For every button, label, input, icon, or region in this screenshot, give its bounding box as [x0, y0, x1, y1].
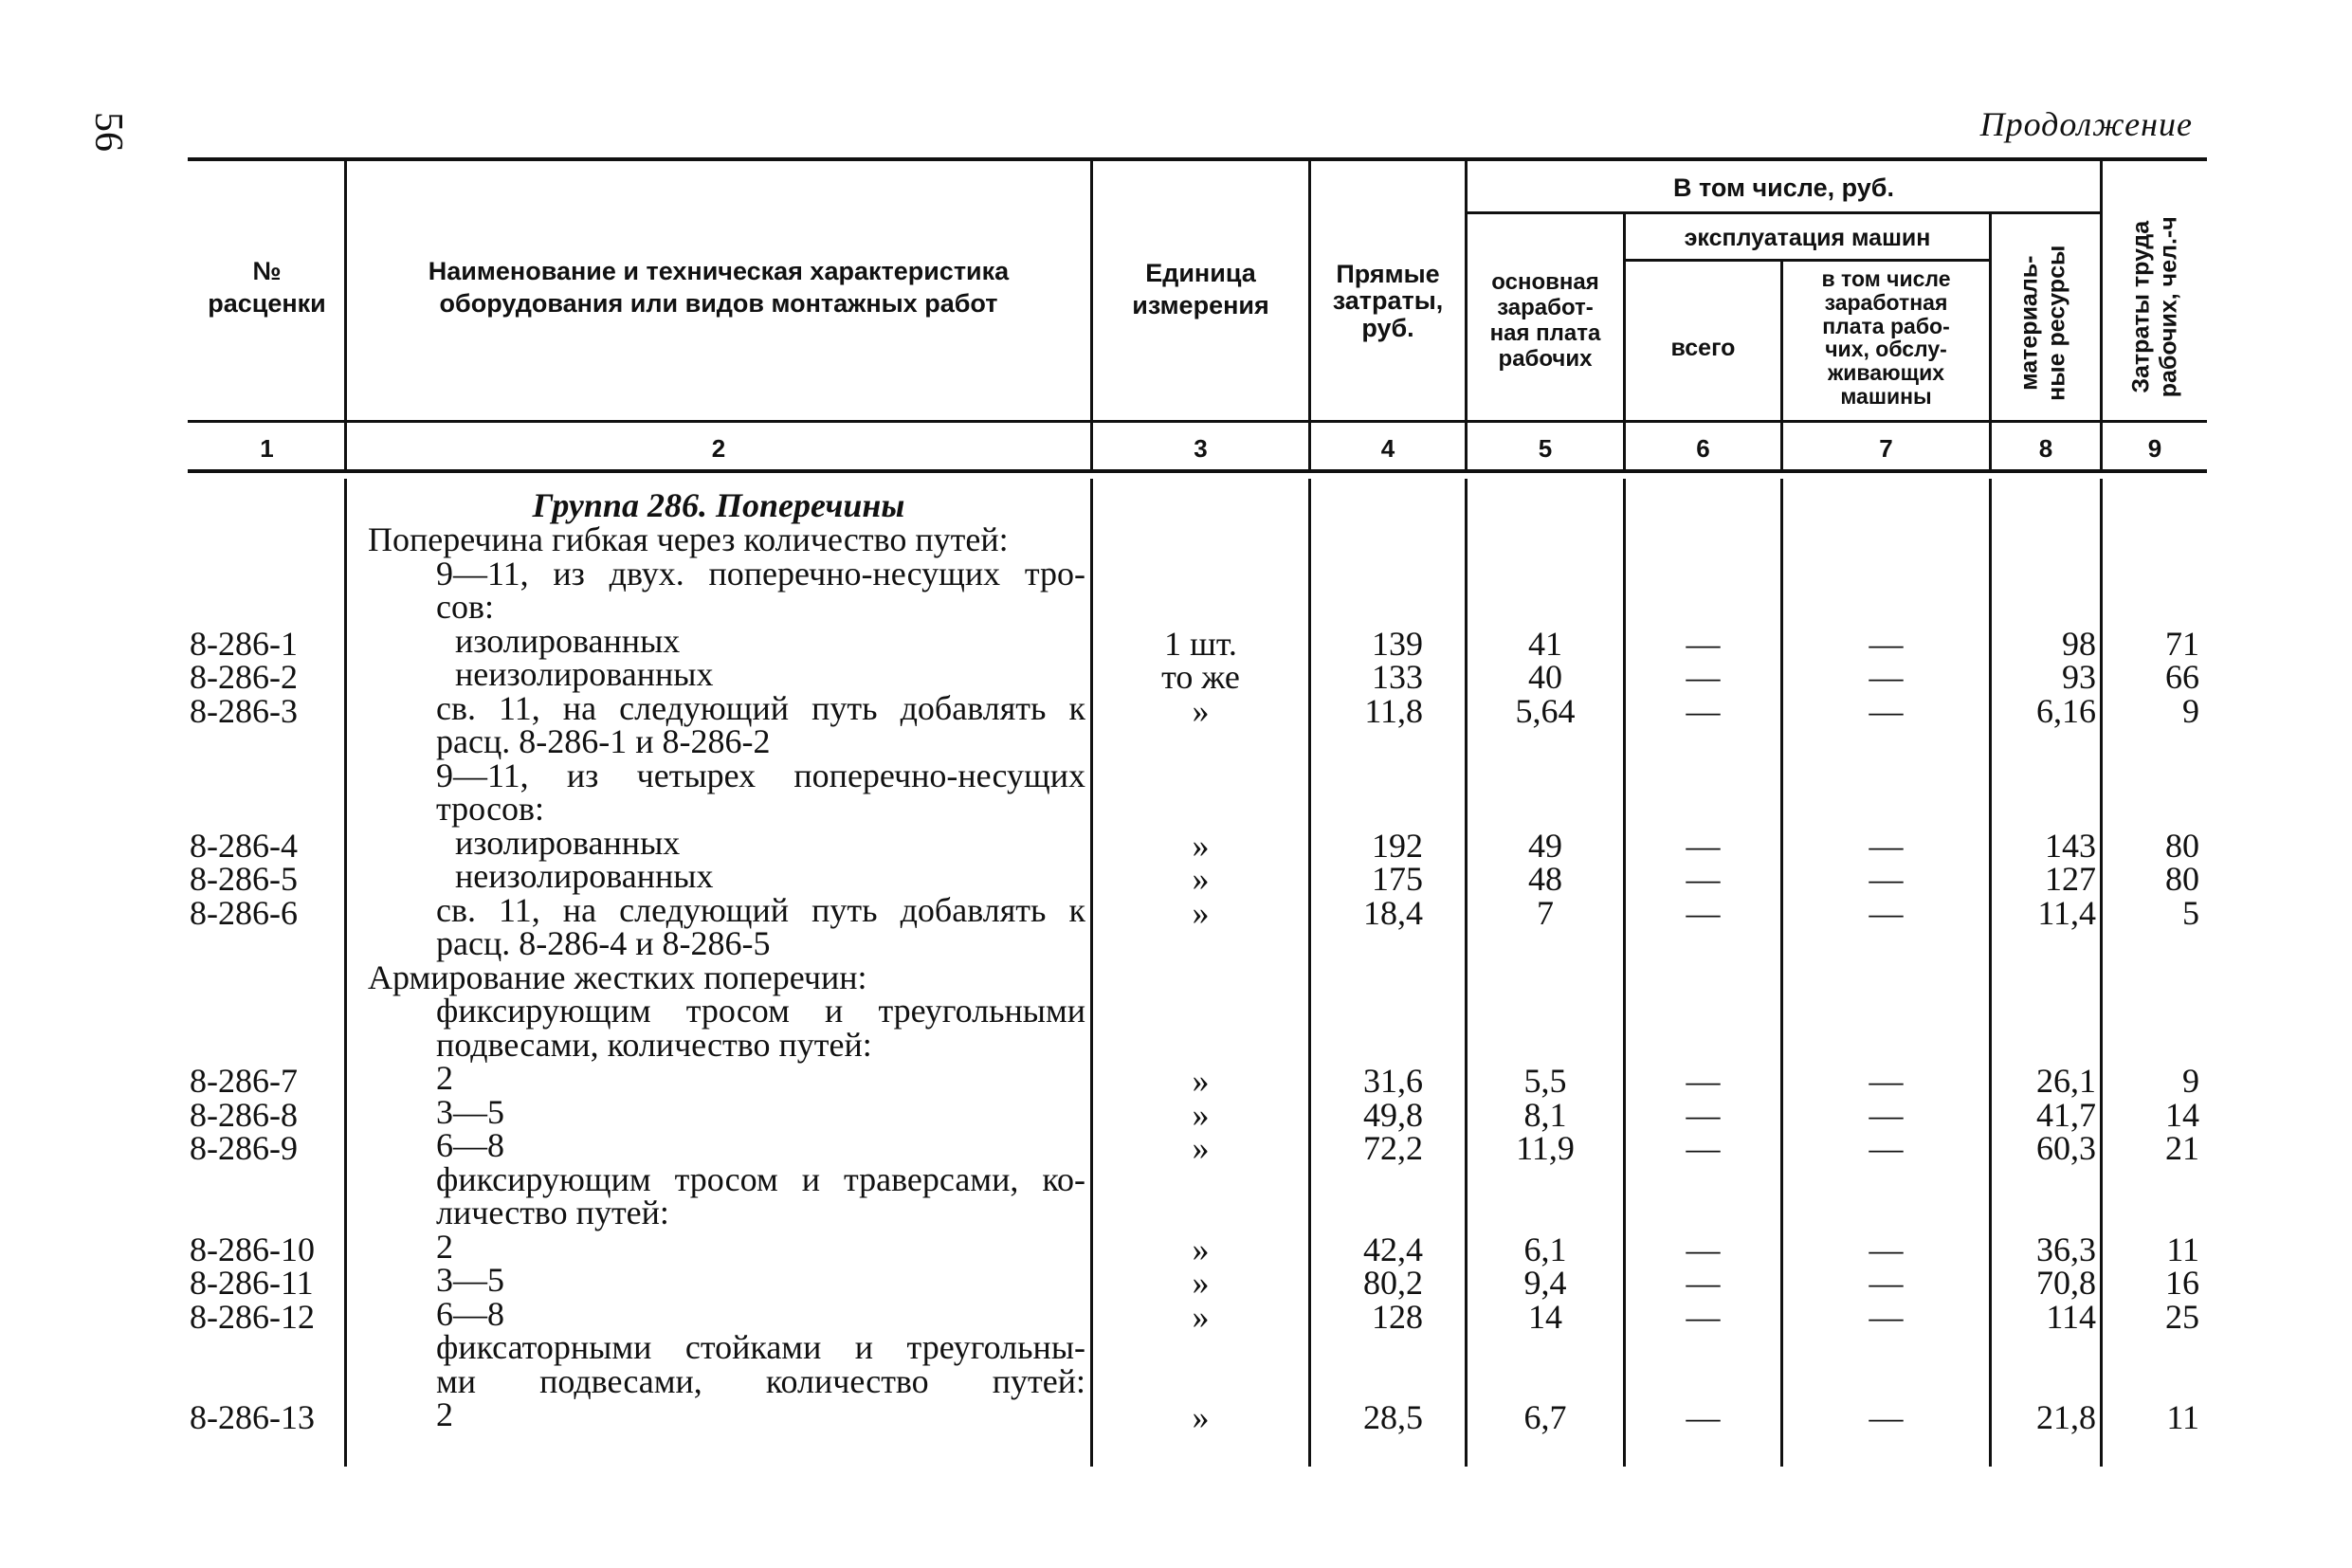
rate-code: 8-286-4 [190, 826, 298, 865]
direct-cost-cell: 128 [1372, 1297, 1423, 1336]
column-number: 2 [711, 434, 726, 463]
header-divider [1989, 213, 1992, 469]
labor-cell: 80 [2165, 860, 2199, 898]
direct-cost-cell: 31,6 [1363, 1062, 1423, 1100]
description-line: неизолированных [455, 655, 714, 693]
labor-cell: 21 [2165, 1129, 2199, 1167]
header-subrule [1623, 259, 1989, 262]
unit-cell: 1 шт. [1164, 624, 1237, 663]
materials-cell: 98 [2062, 624, 2096, 663]
wages-cell: 11,9 [1516, 1129, 1575, 1167]
materials-cell: 60,3 [2036, 1129, 2096, 1167]
rate-code: 8-286-1 [190, 624, 298, 663]
materials-cell: 93 [2062, 658, 2096, 696]
description-line: расц. 8-286-1 и 8-286-2 [436, 722, 771, 760]
machine-wages-cell: — [1869, 1230, 1904, 1268]
rate-code: 8-286-11 [190, 1264, 314, 1302]
machine-wages-cell: — [1869, 1095, 1904, 1134]
machines-cell: — [1686, 691, 1721, 730]
group-title: Группа 286. Поперечины [532, 486, 905, 524]
labor-cell: 16 [2165, 1264, 2199, 1302]
unit-cell: » [1192, 691, 1210, 730]
unit-cell: » [1192, 1095, 1210, 1134]
rate-code: 8-286-5 [190, 860, 298, 898]
description-line: 3—5 [436, 1092, 504, 1131]
header-col-name: Наименование и техническая характеристика оборудования или видов монтажных работ [428, 257, 1010, 318]
description-line: расц. 8-286-4 и 8-286-5 [436, 924, 771, 962]
labor-cell: 25 [2165, 1297, 2199, 1336]
rate-code: 8-286-13 [190, 1398, 315, 1436]
machines-cell: — [1686, 1264, 1721, 1302]
page-number: 56 [86, 112, 130, 152]
machines-cell: — [1686, 1230, 1721, 1268]
rate-code: 8-286-12 [190, 1297, 315, 1336]
header-subrule [1465, 211, 2100, 214]
materials-cell: 36,3 [2036, 1230, 2096, 1268]
description-line: тросов: [436, 790, 545, 828]
wages-cell: 5,64 [1515, 691, 1576, 730]
machine-wages-cell: — [1869, 658, 1904, 696]
header-machines: эксплуатация машин [1684, 225, 1931, 251]
machine-wages-cell: — [1869, 1062, 1904, 1100]
labor-cell: 11 [2166, 1398, 2199, 1436]
unit-cell: » [1192, 1230, 1210, 1268]
direct-cost-cell: 11,8 [1364, 691, 1423, 730]
machines-cell: — [1686, 1062, 1721, 1100]
machines-cell: — [1686, 658, 1721, 696]
machines-cell: — [1686, 1129, 1721, 1167]
machine-wages-cell: — [1869, 1264, 1904, 1302]
description-line: изолированных [455, 621, 681, 660]
description-line: неизолированных [455, 857, 714, 895]
description-line: 2 [436, 1059, 453, 1097]
description-line: подвесами, количество путей: [436, 1025, 872, 1064]
wages-cell: 7 [1537, 893, 1554, 932]
column-number: 6 [1696, 434, 1710, 463]
wages-cell: 49 [1528, 826, 1562, 865]
materials-cell: 127 [2045, 860, 2096, 898]
column-number: 4 [1380, 434, 1395, 463]
description-line: 3—5 [436, 1261, 504, 1299]
wages-cell: 48 [1528, 860, 1562, 898]
labor-cell: 80 [2165, 826, 2199, 865]
unit-cell: » [1192, 1264, 1210, 1302]
description-line: св. 11, на следующий путь добавлять к [436, 890, 1085, 929]
machine-wages-cell: — [1869, 1129, 1904, 1167]
labor-cell: 11 [2166, 1230, 2199, 1268]
rate-code: 8-286-10 [190, 1230, 315, 1268]
wages-cell: 6,7 [1523, 1398, 1567, 1436]
column-number: 1 [260, 434, 274, 463]
description-line: Армирование жестких поперечин: [368, 957, 867, 996]
description-line: 9—11, из четырех поперечно-несущих [436, 756, 1085, 794]
numbers-rule [188, 469, 2207, 473]
machine-wages-cell: — [1869, 893, 1904, 932]
header-col-labor: Затраты труда рабочих, чел.-ч [2127, 216, 2181, 398]
machines-cell: — [1686, 826, 1721, 865]
wages-cell: 41 [1528, 624, 1562, 663]
unit-cell: » [1192, 1062, 1210, 1100]
table-top-rule [188, 157, 2207, 161]
continuation-label: Продолжение [1979, 105, 2193, 143]
description-line: 6—8 [436, 1294, 504, 1333]
rate-code: 8-286-8 [190, 1095, 298, 1134]
header-col-code: № расценки [208, 257, 326, 318]
labor-cell: 5 [2182, 893, 2199, 932]
materials-cell: 70,8 [2036, 1264, 2096, 1302]
header-col-unit: Единица измерения [1132, 259, 1269, 319]
description-line: св. 11, на следующий путь добавлять к [436, 688, 1085, 727]
unit-cell: » [1192, 1398, 1210, 1436]
machine-wages-cell: — [1869, 1398, 1904, 1436]
machine-wages-cell: — [1869, 624, 1904, 663]
unit-cell: » [1192, 1297, 1210, 1336]
header-including: В том числе, руб. [1673, 173, 1894, 202]
direct-cost-cell: 192 [1372, 826, 1423, 865]
machine-wages-cell: — [1869, 826, 1904, 865]
machines-cell: — [1686, 1398, 1721, 1436]
direct-cost-cell: 49,8 [1363, 1095, 1423, 1134]
materials-cell: 21,8 [2036, 1398, 2096, 1436]
description-line: изолированных [455, 823, 681, 862]
machines-cell: — [1686, 1095, 1721, 1134]
description-line: ми подвесами, количество путей: [436, 1361, 1085, 1400]
description-line: 2 [436, 1227, 453, 1266]
machines-cell: — [1686, 860, 1721, 898]
description-line: 2 [436, 1395, 453, 1433]
wages-cell: 5,5 [1523, 1062, 1567, 1100]
machine-wages-cell: — [1869, 1297, 1904, 1336]
body-divider [344, 479, 347, 1467]
header-col-direct: Прямые затраты, руб. [1332, 260, 1444, 342]
unit-cell: то же [1161, 658, 1240, 696]
wages-cell: 40 [1528, 658, 1562, 696]
labor-cell: 71 [2165, 624, 2199, 663]
machines-cell: — [1686, 624, 1721, 663]
header-col-machine-wages: в том числе заработная плата рабо- чих, обслу- живающих машины [1821, 266, 1951, 410]
direct-cost-cell: 175 [1372, 860, 1423, 898]
materials-cell: 143 [2045, 826, 2096, 865]
labor-cell: 9 [2182, 691, 2199, 730]
materials-cell: 26,1 [2036, 1062, 2096, 1100]
direct-cost-cell: 80,2 [1363, 1264, 1423, 1302]
header-col-materials: материаль- ные ресурсы [2015, 245, 2069, 401]
column-number: 5 [1538, 434, 1553, 463]
header-col-machines-total: всего [1670, 335, 1736, 361]
materials-cell: 11,4 [2037, 893, 2096, 932]
description-line: личество путей: [436, 1194, 669, 1231]
column-number: 8 [2038, 434, 2053, 463]
machines-cell: — [1686, 1297, 1721, 1336]
description-line: фиксирующим тросом и траверсами, ко- [436, 1159, 1085, 1198]
wages-cell: 8,1 [1523, 1095, 1567, 1134]
description-column [368, 520, 1085, 1433]
unit-cell: » [1192, 893, 1210, 932]
machines-cell: — [1686, 893, 1721, 932]
wages-cell: 9,4 [1523, 1264, 1567, 1302]
wages-cell: 6,1 [1523, 1230, 1567, 1268]
direct-cost-cell: 139 [1372, 624, 1423, 663]
wages-cell: 14 [1528, 1297, 1562, 1336]
unit-cell: » [1192, 826, 1210, 865]
header-divider [2100, 159, 2103, 469]
labor-cell: 14 [2165, 1095, 2199, 1134]
description-line: фиксаторными стойками и треугольны- [436, 1328, 1085, 1366]
column-number: 3 [1194, 434, 1208, 463]
materials-cell: 41,7 [2036, 1095, 2096, 1134]
description-line: Поперечина гибкая через количество путей: [368, 520, 1009, 558]
rate-code: 8-286-3 [190, 691, 298, 730]
direct-cost-cell: 72,2 [1363, 1129, 1423, 1167]
rate-code: 8-286-2 [190, 658, 298, 696]
header-rule [188, 420, 2207, 423]
machine-wages-cell: — [1869, 691, 1904, 730]
rate-code: 8-286-6 [190, 893, 298, 932]
rate-code: 8-286-9 [190, 1129, 298, 1167]
machine-wages-cell: — [1869, 860, 1904, 898]
rate-code: 8-286-7 [190, 1062, 298, 1100]
description-line: 9—11, из двух. поперечно-несущих тро- [436, 554, 1085, 593]
unit-cell: » [1192, 1129, 1210, 1167]
description-line: 6—8 [436, 1126, 504, 1164]
column-number: 9 [2147, 434, 2162, 463]
direct-cost-cell: 42,4 [1363, 1230, 1423, 1268]
header-col-wages: основная заработ- ная плата рабочих [1489, 269, 1601, 372]
labor-cell: 66 [2165, 658, 2199, 696]
direct-cost-cell: 28,5 [1363, 1398, 1423, 1436]
materials-cell: 6,16 [2036, 691, 2096, 730]
description-line: сов: [436, 588, 494, 626]
direct-cost-cell: 18,4 [1363, 893, 1423, 932]
materials-cell: 114 [2046, 1297, 2096, 1336]
column-number: 7 [1879, 434, 1893, 463]
unit-cell: » [1192, 860, 1210, 898]
direct-cost-cell: 133 [1372, 658, 1423, 696]
description-line: фиксирующим тросом и треугольными [436, 992, 1085, 1030]
labor-cell: 9 [2182, 1062, 2199, 1100]
